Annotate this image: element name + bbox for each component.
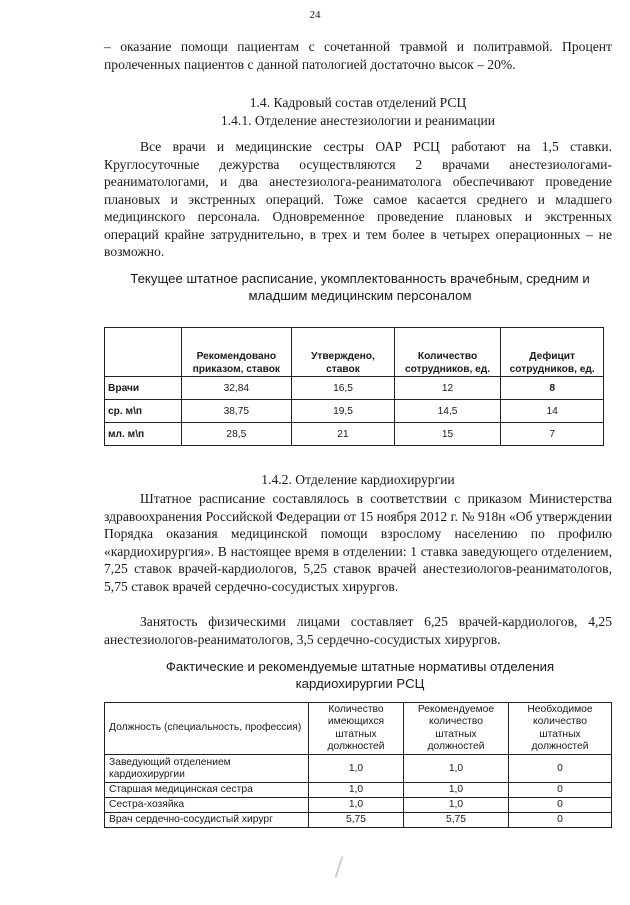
table-cell: 15	[394, 423, 501, 446]
table-cell: Сестра-хозяйка	[105, 798, 309, 813]
section-1-4-2-occupancy-paragraph: Занятость физическими лицами составляет 6,25 врачей-кардиологов, 4,25 анестезиологов-реаниматологов, 3,5 сердечно-сосудистых хирургов.	[104, 614, 612, 647]
table1-caption: Текущее штатное расписание, укомплектованность врачебным, средним и младшим медицинским персоналом	[130, 271, 590, 303]
table-cell: 1,0	[309, 755, 404, 783]
table-header-cell: Должность (специальность, профессия)	[105, 703, 309, 755]
table-row	[105, 755, 612, 783]
table-row	[105, 423, 604, 446]
table-cell: 12	[394, 377, 501, 400]
table-cell: 5,75	[404, 813, 509, 828]
table-row	[105, 400, 604, 423]
table-cell: Старшая медицинская сестра	[105, 783, 309, 798]
table-cell: 1,0	[404, 755, 509, 783]
table-cell: 1,0	[309, 798, 404, 813]
table-cell: 5,75	[309, 813, 404, 828]
staffing-table	[104, 327, 604, 446]
table-header-cell: Утверждено, ставок	[292, 328, 395, 377]
table-cell: 7	[501, 423, 604, 446]
table-cell: 0	[509, 798, 612, 813]
cardiac-surgery-staffing-table	[104, 702, 612, 828]
section-1-4-1-title: 1.4.1. Отделение анестезиологии и реанимации	[220, 113, 496, 128]
table-cell: 14,5	[394, 400, 501, 423]
table-header-cell	[105, 328, 182, 377]
table-header-cell: Дефицит сотрудников, ед.	[501, 328, 604, 377]
section-1-4-1-paragraph: Все врачи и медицинские сестры ОАР РСЦ работают на 1,5 ставки. Круглосуточные дежурства осуществляются 2 врачами анестезиологами-реаниматологами, и два анестезиолога-реаниматолога обеспечивают проведение плановых и экстренных операций. Тоже самое касается среднего и младшего медицинского персонала. Одновременное проведение плановых и экстренных операций крайне затруднительно, в трех и тем более в четырех операционных – не возможно.	[104, 139, 612, 259]
table-header-cell: Количество имеющихся штатных должностей	[309, 703, 404, 755]
scan-mark	[335, 856, 344, 878]
table-header-cell: Рекомендуемое количество штатных должностей	[404, 703, 509, 755]
table-header-row	[105, 703, 612, 755]
table-header-cell: Количество сотрудников, ед.	[394, 328, 501, 377]
table-cell: 21	[292, 423, 395, 446]
table2-caption: Фактические и рекомендуемые штатные нормативы отделения кардиохирургии РСЦ	[165, 659, 555, 691]
table-cell: 16,5	[292, 377, 395, 400]
table-cell: 28,5	[181, 423, 292, 446]
table-cell: Врач сердечно-сосудистый хирург	[105, 813, 309, 828]
table-row	[105, 798, 612, 813]
table-cell: 19,5	[292, 400, 395, 423]
table-cell: 32,84	[181, 377, 292, 400]
table-cell: 0	[509, 755, 612, 783]
table-cell: 8	[501, 377, 604, 400]
table-row	[105, 813, 612, 828]
table-header-cell: Рекомендовано приказом, ставок	[181, 328, 292, 377]
table-header-row	[105, 328, 604, 377]
table-cell: 38,75	[181, 400, 292, 423]
section-1-4-2-title: 1.4.2. Отделение кардиохирургии	[261, 472, 455, 487]
table-cell: Заведующий отделением кардиохирургии	[105, 755, 309, 783]
table-cell: 1,0	[309, 783, 404, 798]
section-1-4-2-paragraph: Штатное расписание составлялось в соответствии с приказом Министерства здравоохранения Российской Федерации от 15 ноября 2012 г. № 918н «Об утверждении Порядка оказания медицинской помощи взрослому населению по профилю «кардиохирургия». В настоящее время в отделении: 1 ставка заведующего отделением, 7,25 ставок врачей-кардиологов, 5,25 ставок врачей анестезиологов-реаниматологов, 5,75 ставок врачей сердечно-сосудистых хирургов.	[104, 491, 612, 594]
table-cell: ср. м\п	[105, 400, 182, 423]
table-cell: 0	[509, 813, 612, 828]
table-cell: 0	[509, 783, 612, 798]
table-cell: 14	[501, 400, 604, 423]
intro-paragraph: – оказание помощи пациентам с сочетанной травмой и политравмой. Процент пролеченных пациентов с данной патологией достаточно высок – 20%.	[104, 39, 612, 72]
table-cell: 1,0	[404, 798, 509, 813]
table-row	[105, 783, 612, 798]
table-cell: мл. м\п	[105, 423, 182, 446]
page-number: 24	[309, 9, 321, 21]
table-cell: 1,0	[404, 783, 509, 798]
table-cell: Врачи	[105, 377, 182, 400]
table-header-cell: Необходимое количество штатных должностей	[509, 703, 612, 755]
table-row	[105, 377, 604, 400]
section-1-4-title: 1.4. Кадровый состав отделений РСЦ	[249, 95, 467, 110]
